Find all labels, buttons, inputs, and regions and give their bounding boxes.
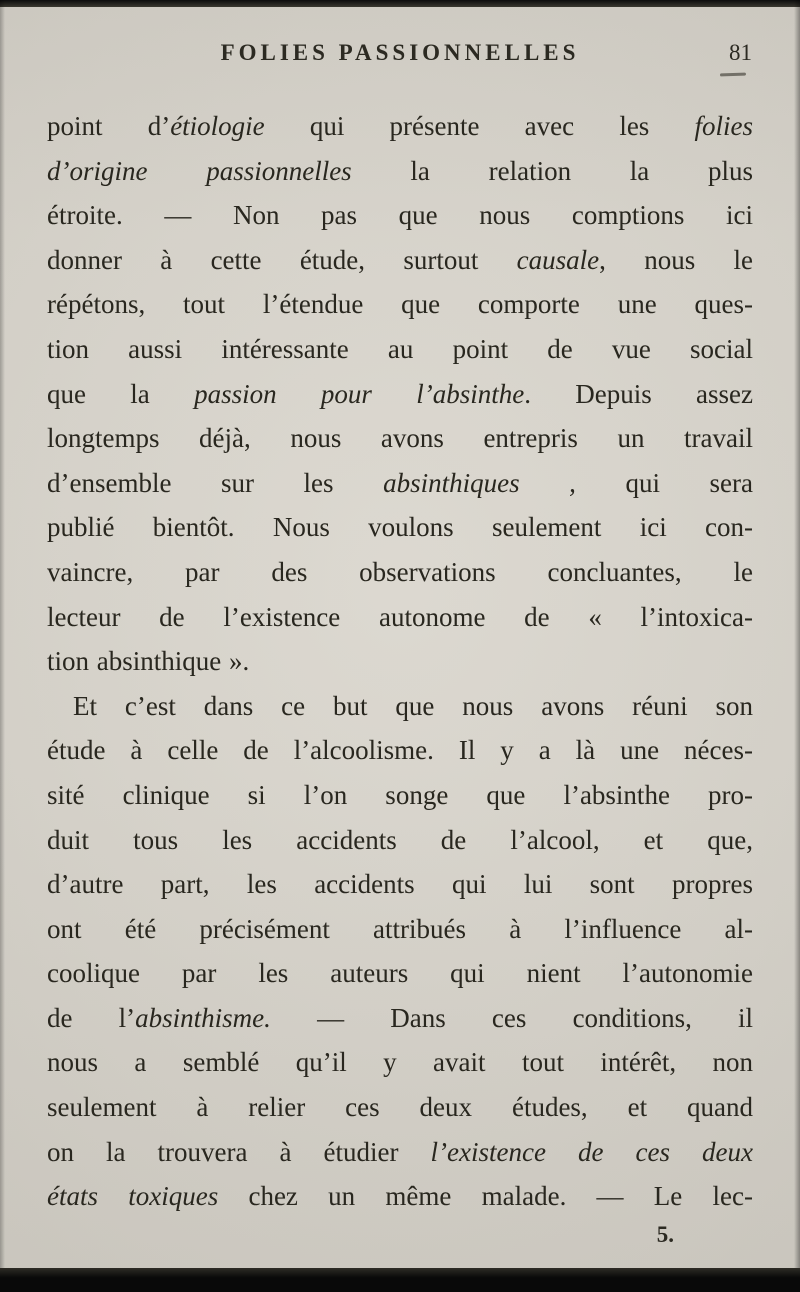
- text-run: étroite. — Non pas que nous comptions ici: [47, 200, 753, 231]
- text-run: lecteur de l’existence autonome de « l’intoxica-: [47, 601, 753, 632]
- text-run: que la: [47, 378, 195, 409]
- running-head: [48, 36, 752, 70]
- text-run: tion aussi intéressante au point de vue social: [47, 333, 753, 364]
- text-run: d’autre part, les accidents qui lui sont propres: [47, 869, 753, 900]
- page-header-title: FOLIES PASSIONNELLES: [220, 40, 580, 65]
- italic-text-run: l’existence de ces deux: [430, 1136, 753, 1167]
- signature-mark: 5.: [656, 1222, 674, 1247]
- text-run: qui présente avec les: [264, 111, 695, 141]
- body-line: [47, 862, 753, 907]
- text-run: chez un même malade. — Le lec-: [218, 1181, 753, 1212]
- text-block: [47, 104, 753, 1219]
- body-line: [47, 149, 753, 194]
- text-run: duit tous les accidents de l’alcool, et que,: [47, 824, 753, 855]
- body-line: [47, 996, 753, 1041]
- body-line: [47, 595, 753, 640]
- body-line: [47, 550, 753, 595]
- italic-text-run: absinthiques ,: [383, 467, 576, 498]
- italic-text-run: folies: [694, 111, 753, 141]
- body-line: [47, 728, 753, 773]
- text-run: point d’: [47, 111, 171, 141]
- text-run: longtemps déjà, nous avons entrepris un travail: [47, 423, 753, 454]
- body-line: [47, 1040, 753, 1085]
- scan-edge-left: [0, 0, 5, 1292]
- italic-text-run: causale: [516, 244, 600, 275]
- scan-edge-bottom: [0, 1268, 800, 1292]
- italic-text-run: passion pour l’absinthe: [194, 378, 525, 409]
- body-line: [47, 282, 753, 327]
- body-line: [47, 461, 753, 506]
- text-run: . Depuis assez: [524, 378, 753, 409]
- italic-text-run: états toxiques: [47, 1181, 219, 1212]
- body-line: [47, 238, 753, 283]
- italic-text-run: étiologie: [170, 111, 265, 141]
- body-line: [47, 1174, 753, 1219]
- text-run: de l’: [47, 1002, 136, 1033]
- text-run: donner à cette étude, surtout: [47, 244, 517, 275]
- italic-text-run: absinthisme.: [135, 1002, 271, 1033]
- text-run: qui sera: [575, 467, 753, 498]
- body-line: [47, 104, 753, 149]
- body-line: [47, 639, 753, 684]
- body-line: [47, 193, 753, 238]
- text-run: seulement à relier ces deux études, et quand: [47, 1092, 753, 1123]
- text-run: Et c’est dans ce but que nous avons réuni son: [73, 690, 753, 721]
- body-line: [47, 773, 753, 818]
- text-run: vaincre, par des observations concluantes, le: [47, 556, 753, 587]
- text-run: coolique par les auteurs qui nient l’autonomie: [47, 958, 753, 989]
- body-line: [47, 684, 753, 729]
- body-line: [47, 416, 753, 461]
- text-run: publié bientôt. Nous voulons seulement ici con-: [47, 512, 753, 543]
- text-run: tion absinthique ».: [47, 646, 250, 677]
- page-number: 81: [692, 40, 752, 66]
- text-run: on la trouvera à étudier: [47, 1136, 431, 1167]
- text-run: la relation la plus: [351, 155, 753, 186]
- text-run: d’ensemble sur les: [47, 467, 384, 498]
- text-run: nous a semblé qu’il y avait tout intérêt, non: [47, 1047, 753, 1078]
- text-run: — Dans ces conditions, il: [270, 1002, 753, 1033]
- body-line: [47, 907, 753, 952]
- body-line: [47, 505, 753, 550]
- italic-text-run: d’origine passionnelles: [47, 155, 352, 186]
- body-line: [47, 327, 753, 372]
- text-run: sité clinique si l’on songe que l’absinthe pro-: [47, 779, 753, 810]
- body-line: [47, 818, 753, 863]
- body-line: [47, 1085, 753, 1130]
- text-run: étude à celle de l’alcoolisme. Il y a là une néces-: [47, 735, 753, 766]
- body-line: [47, 372, 753, 417]
- scan-edge-right: [794, 0, 800, 1292]
- body-line: [47, 1130, 753, 1175]
- text-run: ont été précisément attribués à l’influence al-: [47, 913, 753, 944]
- body-line: [47, 951, 753, 996]
- text-run: , nous le: [599, 244, 753, 275]
- text-run: répétons, tout l’étendue que comporte une ques-: [47, 289, 753, 320]
- scan-edge-top: [0, 0, 800, 7]
